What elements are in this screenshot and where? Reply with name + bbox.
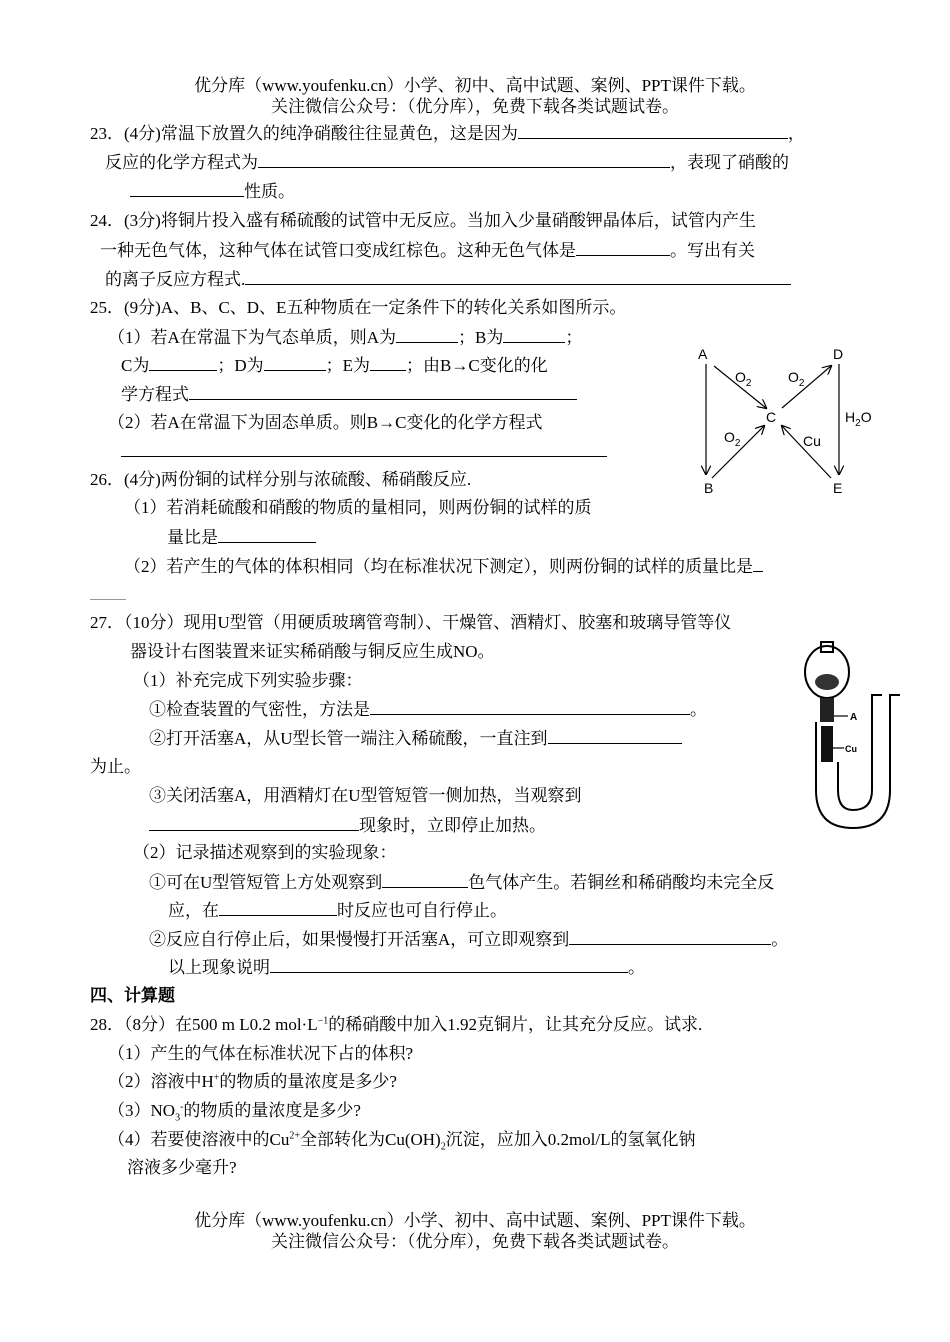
q28-part-2-b: 的物质的量浓度是多少? [219,1072,397,1091]
q27-step-2-end: 为止。 [90,757,141,776]
q24-line-2 [100,240,755,261]
node-a: A [698,346,708,362]
q27-step-2 [149,728,682,749]
q28-part-3-sub: 3 [175,1112,181,1124]
q28-part-4-line-2: 溶液多少毫升? [127,1158,237,1177]
q25-a-label: （1）若A在常温下为气态单质，则A为 [108,328,397,347]
q27-record-1-rest: 色气体产生。若铜丝和稀硝酸均未完全反 [468,873,775,892]
q26-part2-line-2 [90,584,126,605]
q25-blank-equation-1[interactable] [189,384,577,400]
q25-blank-equation-2[interactable] [121,441,607,457]
q28-part-3 [108,1101,361,1124]
label-cu: Cu [845,744,857,754]
q28-part-4-sup: 2+ [289,1130,300,1142]
q27-blank-4[interactable] [382,872,468,888]
q27-line-1: 27．（10分）现用U型管（用硬质玻璃管弯制）、干燥管、酒精灯、胶塞和玻璃导管等仪 [90,613,732,632]
q26-line-1: 26．(4分)两份铜的试样分别与浓硫酸、稀硝酸反应. [90,470,472,489]
q25-bc-label: ；由B→C变化的化 [406,356,548,375]
q28-sup: −1 [317,1015,329,1027]
node-c: C [766,409,777,425]
q27-step-3-line-2 [149,815,546,836]
arrow-b-to-c [712,426,764,478]
reaction-diagram [690,342,890,502]
q27-step-1-label: ①检查装置的气密性，方法是 [149,700,370,719]
u-tube-apparatus [800,640,900,830]
q28-part-4-c: 沉淀，应加入0.2mol/L的氢氧化钠 [445,1130,696,1149]
node-d: D [833,346,844,362]
q25-d-label: ；D为 [217,356,264,375]
q26-blank-1[interactable] [218,527,316,543]
q26-part1-line-2 [167,527,316,548]
q26-blank-2b[interactable] [90,584,126,600]
q24-ionic-label: 的离子反应方程式. [105,270,246,289]
q28-part-2-a: （2）溶液中H [108,1072,214,1091]
q27-blank-6[interactable] [569,929,771,945]
q27-step-title: （1）补充完成下列实验步骤： [133,671,363,690]
q24-write-label: 。写出有关 [670,241,755,260]
q25-line-1: 25．(9分)A、B、C、D、E五种物质在一定条件下的转化关系如图所示。 [90,298,627,317]
q23-equation-label: 反应的化学方程式为 [105,153,258,172]
q28-text-b: 的稀硝酸中加入1.92克铜片，让其充分反应。试求. [328,1015,703,1034]
q28-part-4-b: 全部转化为Cu(OH) [299,1130,441,1149]
label-o2-right: $O_2$ [788,369,805,389]
q25-part2-line-1: （2）若A在常温下为固态单质。则B→C变化的化学方程式 [108,413,543,432]
q23-line-1 [90,123,805,144]
q28-part-4-a: （4）若要使溶液中的Cu [108,1130,290,1149]
q25-part1-line-3 [121,384,577,405]
q28-part-4-sub: 2 [440,1141,446,1153]
q25-c-label: C为 [121,356,150,375]
node-e: E [833,480,843,496]
q27-step-1-end: 。 [690,700,707,719]
q24-line-3 [105,269,791,290]
stopcock-a [820,698,834,722]
q27-conclusion-label: 以上现象说明 [168,958,270,977]
q27-record-2-end: 。 [771,930,789,949]
q27-record-1-label: ①可在U型管短管上方处观察到 [149,873,383,892]
q27-record-2 [149,929,788,950]
q25-part2-line-2 [121,441,607,462]
q24-line-1: 24．(3分)将铜片投入盛有稀硫酸的试管中无反应。当加入少量硝酸钾晶体后，试管内产生 [90,211,756,230]
q25-b-label: ；B为 [458,328,504,347]
label-o2-left: $O_2$ [735,369,752,389]
q25-semicolon: ； [565,328,583,347]
q26-ratio-label-1: 量比是 [167,528,218,547]
q27-blank-5[interactable] [219,900,337,916]
label-a: A [850,712,858,723]
section-4-title: 四、计算题 [90,986,175,1005]
label-o2-bottom: $O_2$ [724,429,741,449]
q27-blank-2[interactable] [548,728,682,744]
q23-line-2 [105,152,789,173]
q27-record-2-label: ②反应自行停止后，如果慢慢打开活塞A，可立即观察到 [149,930,570,949]
q28-text-a: 28．（8分）在500 m L0.2 mol·L [90,1015,318,1034]
q23-answer-blank-1[interactable] [518,123,788,139]
q28-part-3-a: （3）NO [108,1101,176,1120]
drying-bulb [805,646,849,698]
q27-record-1-line-2 [168,900,507,921]
q23-line-3 [130,181,295,202]
q24-answer-blank-2[interactable] [245,269,791,285]
q23-answer-blank-3[interactable] [130,181,244,197]
node-b: B [704,480,714,496]
q25-blank-a[interactable] [396,327,458,343]
q28-line-1 [90,1015,702,1035]
q27-step-3-end: 现象时，立即停止加热。 [359,816,546,835]
q25-part1-line-1 [108,327,582,348]
q27-blank-7[interactable] [270,957,628,973]
q27-step-3: ③关闭活塞A，用酒精灯在U型管短管一侧加热，当观察到 [149,786,582,805]
q23-text: 23．(4分)常温下放置久的纯净硝酸往往显黄色，这是因为 [90,124,518,143]
header-line-1: 优分库（www.youfenku.cn）小学、初中、高中试题、案例、PPT课件下载。 [194,76,756,95]
footer-line-2: 关注微信公众号：（优分库），免费下载各类试题试卷。 [271,1232,679,1251]
q26-blank-2a[interactable] [753,556,763,572]
q27-blank-1[interactable] [370,699,690,715]
header-line-2: 关注微信公众号：（优分库），免费下载各类试题试卷。 [271,97,679,116]
q28-part-2 [108,1072,397,1092]
q23-comma: ， [787,124,805,143]
label-cu: Cu [803,433,821,449]
q27-step-2-label: ②打开活塞A，从U型长管一端注入稀硫酸，一直注到 [149,729,548,748]
q27-conclusion-end: 。 [628,958,645,977]
q25-equation-label: 学方程式 [121,385,189,404]
q24-gas-label: 一种无色气体，这种气体在试管口变成红棕色。这种无色气体是 [100,241,576,260]
footer-line-1: 优分库（www.youfenku.cn）小学、初中、高中试题、案例、PPT课件下载。 [194,1211,756,1230]
q28-part-2-sup: + [213,1072,220,1084]
q27-record-title: （2）记录描述观察到的实验现象： [133,843,397,862]
q27-blank-3[interactable] [149,815,359,831]
label-h2o: $H_2O$ [845,409,872,429]
q28-part-3-sup: - [180,1101,184,1113]
q23-answer-blank-2[interactable] [258,152,670,168]
q27-record-1-when: 应，在 [168,901,219,920]
q26-ratio-label-2: （2）若产生的气体的体积相同（均在标准状况下测定），则两份铜的试样的质量比是 [124,557,753,576]
q27-record-2-line-2 [168,957,645,978]
q25-blank-e[interactable] [370,355,406,371]
q27-record-1 [149,872,774,893]
q26-part2-line-1 [124,556,763,577]
q23-property-suffix: 性质。 [244,182,295,201]
q27-step-1 [149,699,707,720]
q24-answer-blank-1[interactable] [576,240,670,256]
q25-e-label: ；E为 [325,356,371,375]
q27-line-2: 器设计右图装置来证实稀硝酸与铜反应生成NO。 [130,642,495,661]
bulb-liquid [815,674,839,690]
q28-part-4 [108,1130,696,1153]
q28-part-3-b: 的物质的量浓度是多少? [183,1101,361,1120]
q25-blank-c[interactable] [149,355,217,371]
copper-wire [821,726,833,762]
q23-property-label: ，表现了硝酸的 [670,153,789,172]
q26-part1-line-1: （1）若消耗硫酸和硝酸的物质的量相同，则两份铜的试样的质 [124,498,592,517]
q25-part1-line-2 [121,355,548,376]
q25-blank-b[interactable] [503,327,565,343]
q28-part-1: （1）产生的气体在标准状况下占的体积? [108,1044,414,1063]
q27-record-1-stop: 时反应也可自行停止。 [337,901,507,920]
q25-blank-d[interactable] [264,355,326,371]
